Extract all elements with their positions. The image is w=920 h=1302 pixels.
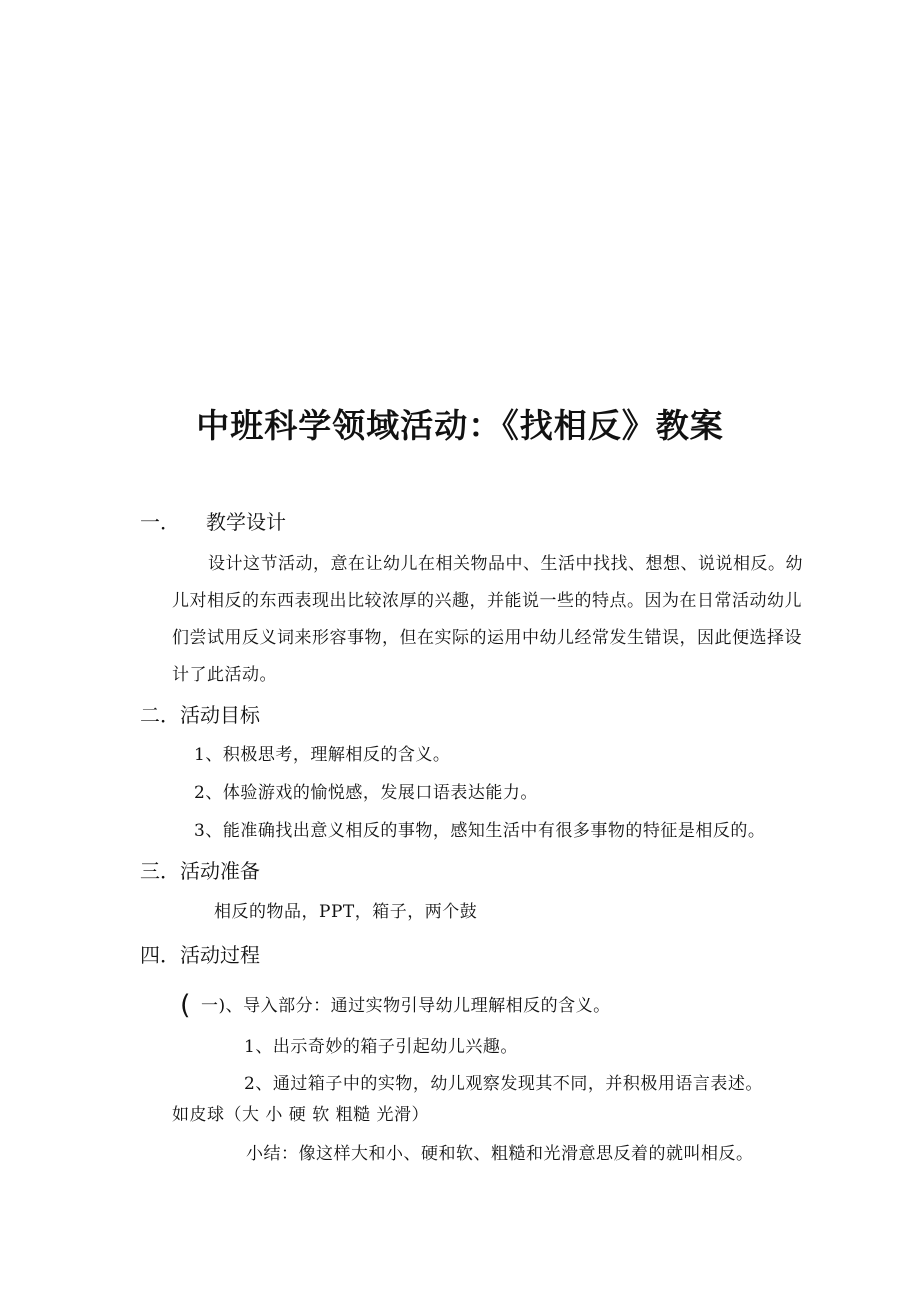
section-title: 教学设计 [206,510,286,534]
section-number: 三． [140,859,180,883]
section-heading-activity-goals [140,701,260,729]
open-paren: ( [180,990,192,1021]
process-summary: 小结：像这样大和小、硬和软、粗糙和光滑意思反着的就叫相反。 [246,1144,754,1164]
teaching-design-paragraph: 设计这节活动，意在让幼儿在相关物品中、生活中找找、想想、说说相反。幼儿对相反的东西表现出比较浓厚的兴趣，并能说一些的特点。因为在日常活动幼儿们尝试用反义词来形容事物，但在实际的运用中幼儿经常发生错误，因此便选择设计了此活动。 [172,554,803,685]
document-title: 中班科学领域活动：《找相反》教案 [196,406,724,445]
section-title: 活动目标 [180,703,260,727]
section-heading-activity-process [140,941,260,969]
section-number: 二． [140,703,180,727]
preparation-text: 相反的物品，PPT，箱子，两个鼓 [214,902,478,922]
process-part-title [180,992,611,1020]
process-part-text: 一)、导入部分：通过实物引导幼儿理解相反的含义。 [201,996,611,1016]
process-step: 2、通过箱子中的实物，幼儿观察发现其不同，并积极用语言表述。 [244,1074,763,1094]
section-title: 活动准备 [180,859,260,883]
goal-item: 3、能准确找出意义相反的事物，感知生活中有很多事物的特征是相反的。 [194,821,766,841]
goal-item: 1、积极思考，理解相反的含义。 [194,745,451,765]
process-step: 1、出示奇妙的箱子引起幼儿兴趣。 [244,1037,518,1057]
section-heading-teaching-design [140,508,286,536]
section-heading-activity-preparation [140,857,260,885]
goal-item: 2、体验游戏的愉悦感，发展口语表达能力。 [194,783,538,803]
section-number: 一． [140,510,180,534]
section-number: 四． [140,943,180,967]
process-step-continued: 如皮球（大 小 硬 软 粗糙 光滑） [172,1105,430,1125]
section-title: 活动过程 [180,943,260,967]
